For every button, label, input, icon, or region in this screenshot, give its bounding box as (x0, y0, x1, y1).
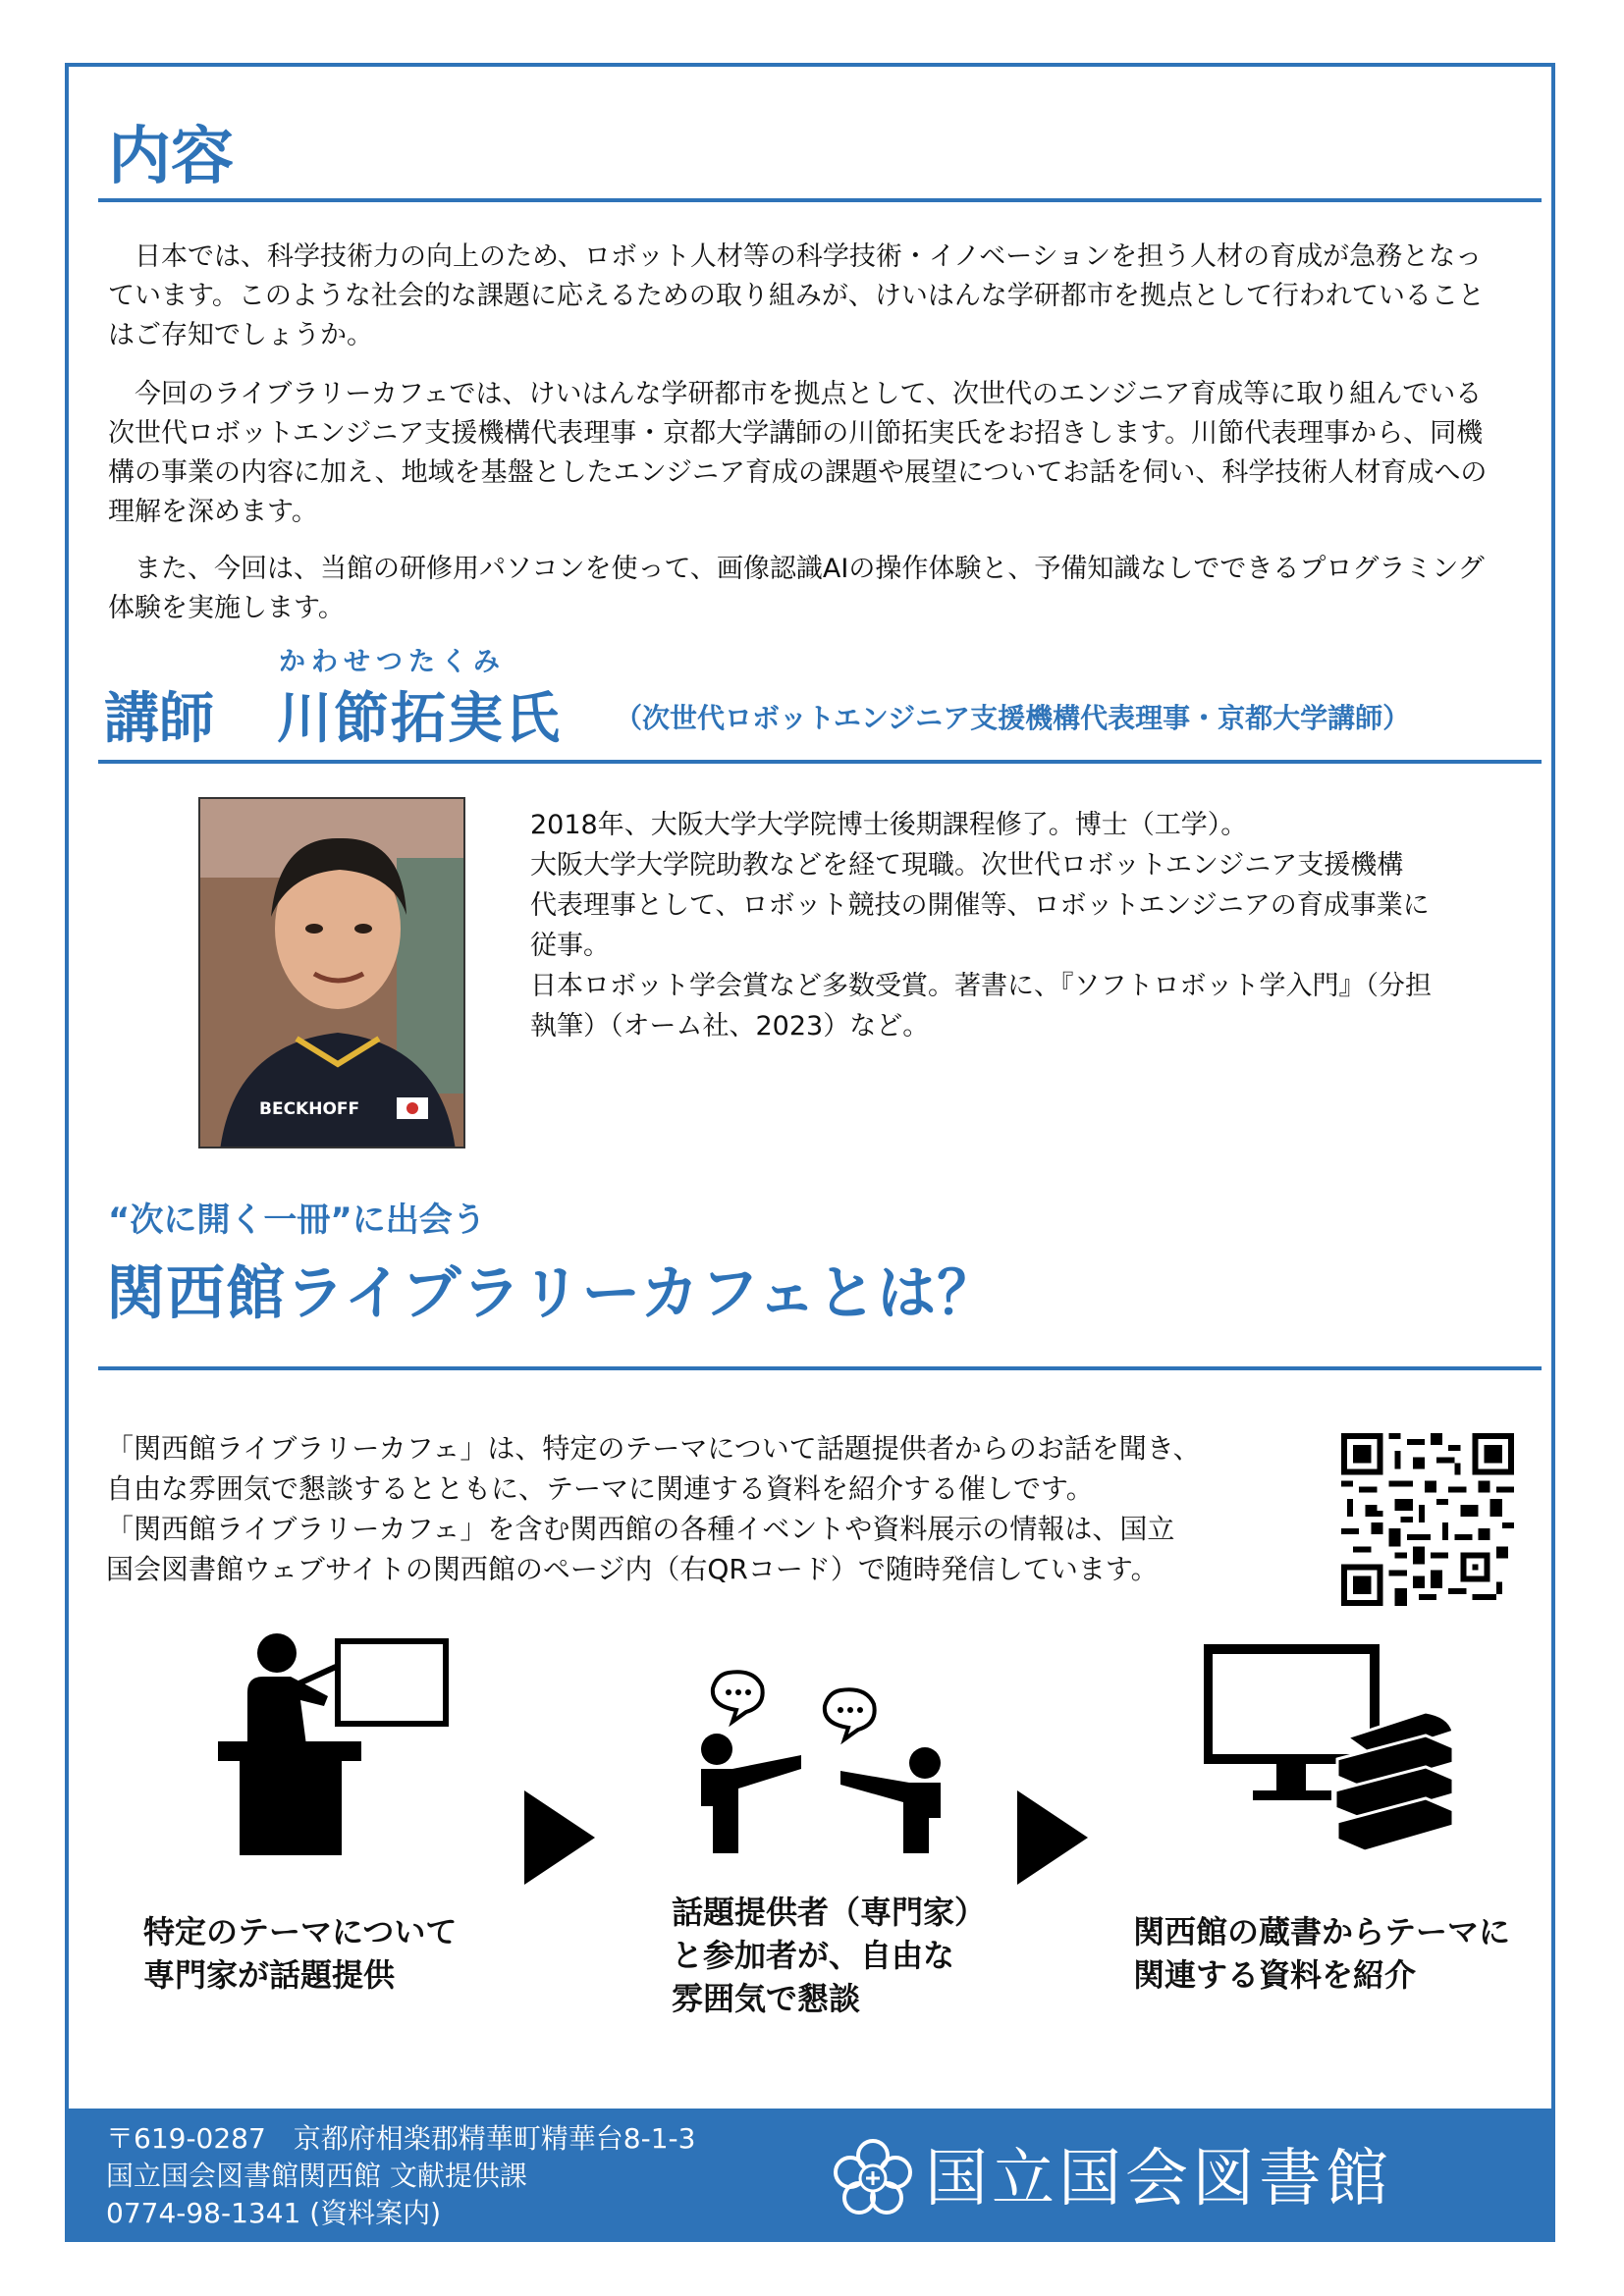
step-1-text (143, 1910, 457, 1997)
footer-address: 〒619-0287 京都府相楽郡精華町精華台8-1-3 (106, 2122, 696, 2155)
lecturer-label: 講師 (104, 687, 214, 751)
about-title: 関西館ライブラリーカフェとは？ (106, 1259, 998, 1328)
lecturer-photo (198, 797, 465, 1148)
footer (65, 2109, 1555, 2242)
description-line: 自由な雰囲気で懇談するとともに、テーマに関連する資料を紹介する催しです。 (106, 1472, 1094, 1505)
step-line: 雰囲気で懇談 (672, 1980, 861, 2017)
content-heading: 内容 (108, 121, 234, 193)
lecture-icon (210, 1620, 456, 1855)
portrait-icon (200, 799, 465, 1148)
about-tagline: “次に開く一冊”に出会う (108, 1201, 486, 1240)
qr-code-icon[interactable] (1341, 1433, 1514, 1606)
description-line: 「関西館ライブラリーカフェ」は、特定のテーマについて話題提供者からのお話を聞き、 (106, 1432, 1201, 1465)
conversation-icon (693, 1669, 948, 1855)
bio-line: 大阪大学大学院助教などを経て現職。次世代ロボットエンジニア支援機構 (530, 850, 1404, 881)
step-3-text (1133, 1910, 1510, 1997)
about-heading-rule (98, 1366, 1542, 1370)
bio-line: 代表理事として、ロボット競技の開催等、ロボットエンジニアの育成事業に (530, 890, 1430, 921)
content-paragraph-1: 日本では、科学技術力の向上のため、ロボット人材等の科学技術・イノベーションを担う人材の育成が急務となっています。このような社会的な課題に応えるための取り組みが、けいはんな学研都市を拠点として行われていることはご存知でしょうか。 (108, 241, 1485, 350)
bio-line: 従事。 (530, 931, 610, 961)
description-line: 「関西館ライブラリーカフェ」を含む関西館の各種イベントや資料展示の情報は、国立 (106, 1513, 1175, 1545)
step-line: 話題提供者（専門家） (672, 1894, 987, 1931)
content-paragraph-3: また、今回は、当館の研修用パソコンを使って、画像認識AIの操作体験と、予備知識なしでできるプログラミング体験を実施します。 (108, 554, 1485, 623)
lecturer-header (104, 647, 1479, 751)
lecturer-affiliation: （次世代ロボットエンジニア支援機構代表理事・京都大学講師） (615, 702, 1411, 734)
footer-org-name: 国立国会図書館 (925, 2143, 1392, 2216)
footer-phone[interactable]: 0774-98-1341 (資料案内) (106, 2197, 442, 2229)
step-line: 特定のテーマについて (143, 1913, 458, 1950)
bio-line: 執筆）（オーム社、2023）など。 (530, 1011, 930, 1041)
ndl-logo-icon (831, 2136, 915, 2220)
content-paragraph-2: 今回のライブラリーカフェでは、けいはんな学研都市を拠点として、次世代のエンジニア育成等に取り組んでいる次世代ロボットエンジニア支援機構代表理事・京都大学講師の川節拓実氏をお招きします。川節代表理事から、同機構の事業の内容に加え、地域を基盤としたエンジニア育成の課題や展望についてお話を伺い、科学技術人材育成への理解を深めます。 (108, 379, 1488, 527)
lecturer-name-reading: かわせつたくみ (279, 647, 506, 677)
step-arrow-1 (524, 1790, 595, 1885)
shirt-logo-text: BECKHOFF (259, 1099, 360, 1119)
lecturer-bio (530, 805, 1492, 1046)
footer-department: 国立国会図書館関西館 文献提供課 (106, 2160, 527, 2192)
bio-line: 2018年、大阪大学大学院博士後期課程修了。博士（工学）。 (530, 810, 1248, 840)
step-2-text (672, 1891, 986, 2020)
footer-contact (106, 2120, 695, 2232)
description-line: 国会図書館ウェブサイトの関西館のページ内（右QRコード）で随時発信しています。 (106, 1553, 1159, 1585)
computer-books-icon (1204, 1641, 1459, 1857)
step-line: と参加者が、自由な (672, 1937, 955, 1974)
content-heading-rule (98, 198, 1542, 202)
lecturer-heading-rule (98, 760, 1542, 764)
step-line: 関連する資料を紹介 (1133, 1956, 1417, 1994)
bio-line: 日本ロボット学会賞など多数受賞。著書に、『ソフトロボット学入門』（分担 (530, 971, 1432, 1001)
step-line: 専門家が話題提供 (143, 1956, 396, 1994)
step-arrow-2 (1017, 1790, 1088, 1885)
lecturer-name: 川節拓実氏 (277, 687, 562, 751)
step-line: 関西館の蔵書からテーマに (1133, 1913, 1511, 1950)
about-description (106, 1428, 1324, 1589)
